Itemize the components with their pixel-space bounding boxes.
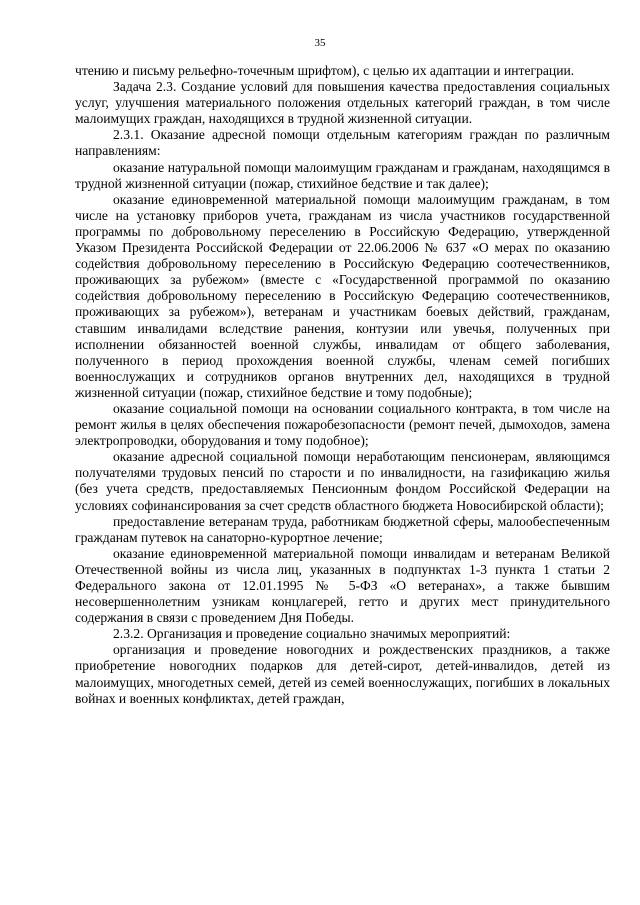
paragraph-2-3-1: 2.3.1. Оказание адресной помощи отдельным категориям граждан по различным направлениям: (75, 127, 610, 159)
paragraph-2-3-2: 2.3.2. Организация и проведение социально значимых мероприятий: (113, 626, 511, 642)
list-item-gasification-aid: оказание адресной социальной помощи неработающим пенсионерам, являющимся получателями трудовых пенсий по старости и по инвалидности, на газификацию жилья (без учета средств, предоставляемых Пенсионным фондом Российской Федерации на условиях софинансирования за счет средств областного бюджета Новосибирской области); (75, 449, 610, 513)
page-number: 35 (314, 37, 326, 49)
paragraph-continuation: чтению и письму рельефно-точечным шрифтом), с целью их адаптации и интеграции. (75, 63, 575, 78)
list-item-one-time-aid: оказание единовременной материальной помощи малоимущим гражданам, в том числе на установку приборов учета, гражданам из числа участников государственной программы по добровольному переселению в Российскую Федерацию, утвержденной Указом Президента Российской Федерации от 22.06.2006 № 637 «О мерах по оказанию содействия добровольному переселению в Российскую Федерацию соотечественников, проживающих за рубежом» (вместе с «Государственной программой по оказанию содействия добровольному переселению в Российскую Федерацию соотечественников, проживающих за рубежом»), ветеранам и участникам боевых действий, гражданам, ставшим инвалидами вследствие ранения, контузии или увечья, полученных при исполнении обязанностей военной службы, инвалидам от общего заболевания, полученного в период прохождения военной службы, членам семей погибших военнослужащих и сотрудников органов внутренних дел, находящихся в трудной жизненной ситуации (пожар, стихийное бедствие и тому подобные); (75, 191, 610, 400)
paragraph-task-2-3: Задача 2.3. Создание условий для повышения качества предоставления социальных услуг, улучшения материального положения отдельных категорий граждан, в том числе малоимущих граждан, находящихся в трудной жизненной ситуации. (75, 79, 610, 127)
list-item-natural-aid: оказание натуральной помощи малоимущим гражданам и гражданам, находящимся в трудной жизненной ситуации (пожар, стихийное бедствие и так далее); (75, 159, 610, 191)
list-item-veterans-aid: оказание единовременной материальной помощи инвалидам и ветеранам Великой Отечественной войны из числа лиц, указанных в подпунктах 1-3 пункта 1 статьи 2 Федерального закона от 12.01.1995 № 5-ФЗ «О ветеранах», а также бывшим несовершеннолетним узникам концлагерей, гетто и других мест принудительного содержания в связи с проведением Дня Победы. (75, 545, 610, 626)
list-item-sanatorium-vouchers: предоставление ветеранам труда, работникам бюджетной сферы, малообеспеченным гражданам путевок на санаторно-курортное лечение; (75, 513, 610, 545)
list-item-social-contract: оказание социальной помощи на основании социального контракта, в том числе на ремонт жилья в целях обеспечения пожаробезопасности (ремонт печей, дымоходов, замена электропроводки, оборудования и тому подобное); (75, 400, 610, 449)
list-item-new-year-events: организация и проведение новогодних и рождественских праздников, а также приобретение новогодних подарков для детей-сирот, детей-инвалидов, детей из малоимущих, многодетных семей, детей из семей военнослужащих, погибших в локальных войнах и военных конфликтах, детей граждан, (75, 642, 610, 706)
body-text (75, 63, 610, 707)
